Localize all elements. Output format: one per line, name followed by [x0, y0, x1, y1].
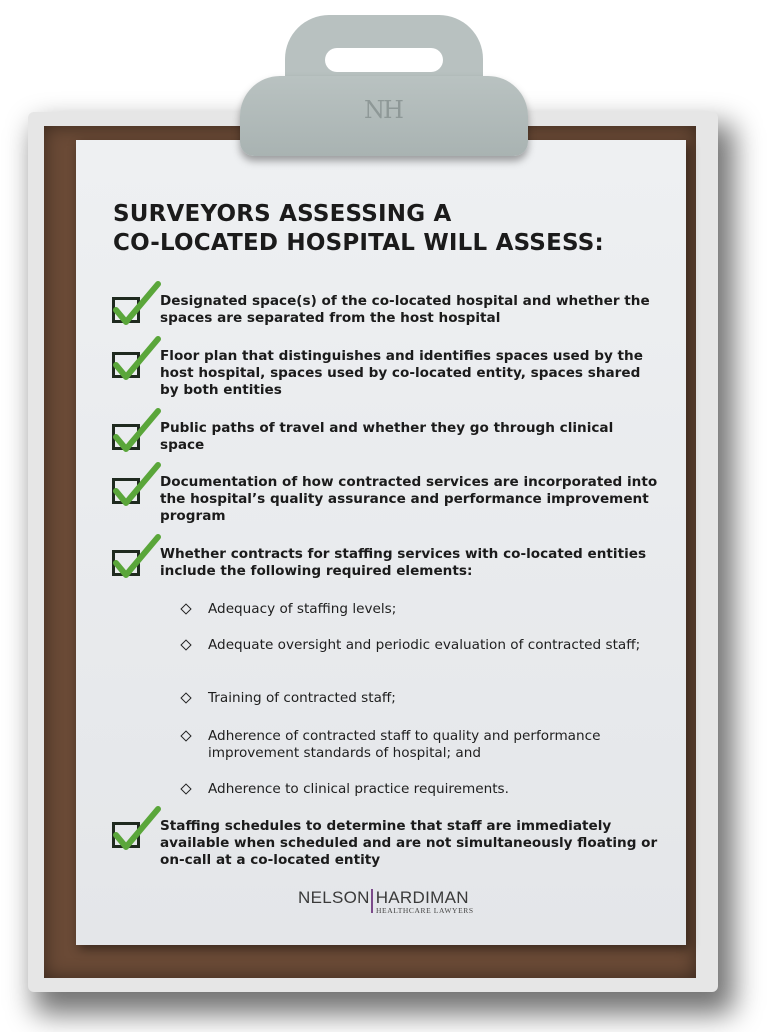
checkmark-icon [112, 463, 162, 509]
clip-handle-hole [325, 48, 443, 72]
logo-wordmark [298, 888, 469, 908]
checkbox-icon [112, 352, 140, 378]
checklist-item-text: Public paths of travel and whether they go through clinical space [160, 420, 614, 453]
checkmark-icon [112, 409, 162, 455]
nelson-hardiman-logo [298, 888, 478, 914]
clip-logo: NH [364, 96, 402, 124]
checklist-item-text: Whether contracts for staffing services with co-located entities include the following required elements: [160, 546, 647, 579]
checklist-item-text: Designated space(s) of the co-located hospital and whether the spaces are separated from the host hospital [160, 293, 650, 326]
page-title [113, 200, 673, 258]
logo-tagline: HEALTHCARE LAWYERS [376, 906, 474, 915]
checkmark-icon [112, 282, 162, 328]
checkbox-icon [112, 297, 140, 323]
sub-list-item-text: Adherence of contracted staff to quality and performance improvement standards of hospital; and [208, 728, 601, 761]
checklist-item-text: Floor plan that distinguishes and identifies spaces used by the host hospital, spaces used by co-located entity, spaces shared by both entities [160, 348, 643, 398]
sub-list-item-text: Adequacy of staffing levels; [208, 601, 397, 617]
logo-left-text: NELSON [298, 888, 370, 907]
sub-list-item-text: Adherence to clinical practice requirements. [208, 781, 509, 797]
checkbox-icon [112, 822, 140, 848]
checkbox-icon [112, 550, 140, 576]
checkbox-icon [112, 424, 140, 450]
checkmark-icon [112, 337, 162, 383]
checklist-item-text: Staffing schedules to determine that staff are immediately available when scheduled and are not simultaneously floating or on-call at a co-located entity [160, 818, 658, 868]
sub-list-item-text: Training of contracted staff; [208, 690, 396, 706]
checkmark-icon [112, 807, 162, 853]
checkbox-icon [112, 478, 140, 504]
logo-right-text: HARDIMAN [375, 888, 469, 907]
title-line-1: SURVEYORS ASSESSING A [113, 201, 452, 227]
sub-list-item-text: Adequate oversight and periodic evaluation of contracted staff; [208, 637, 641, 653]
checklist-item-text: Documentation of how contracted services are incorporated into the hospital’s quality assurance and performance improvement program [160, 474, 658, 524]
checkmark-icon [112, 535, 162, 581]
logo-accent-bar [371, 889, 373, 913]
title-line-2: CO-LOCATED HOSPITAL WILL ASSESS: [113, 230, 604, 256]
